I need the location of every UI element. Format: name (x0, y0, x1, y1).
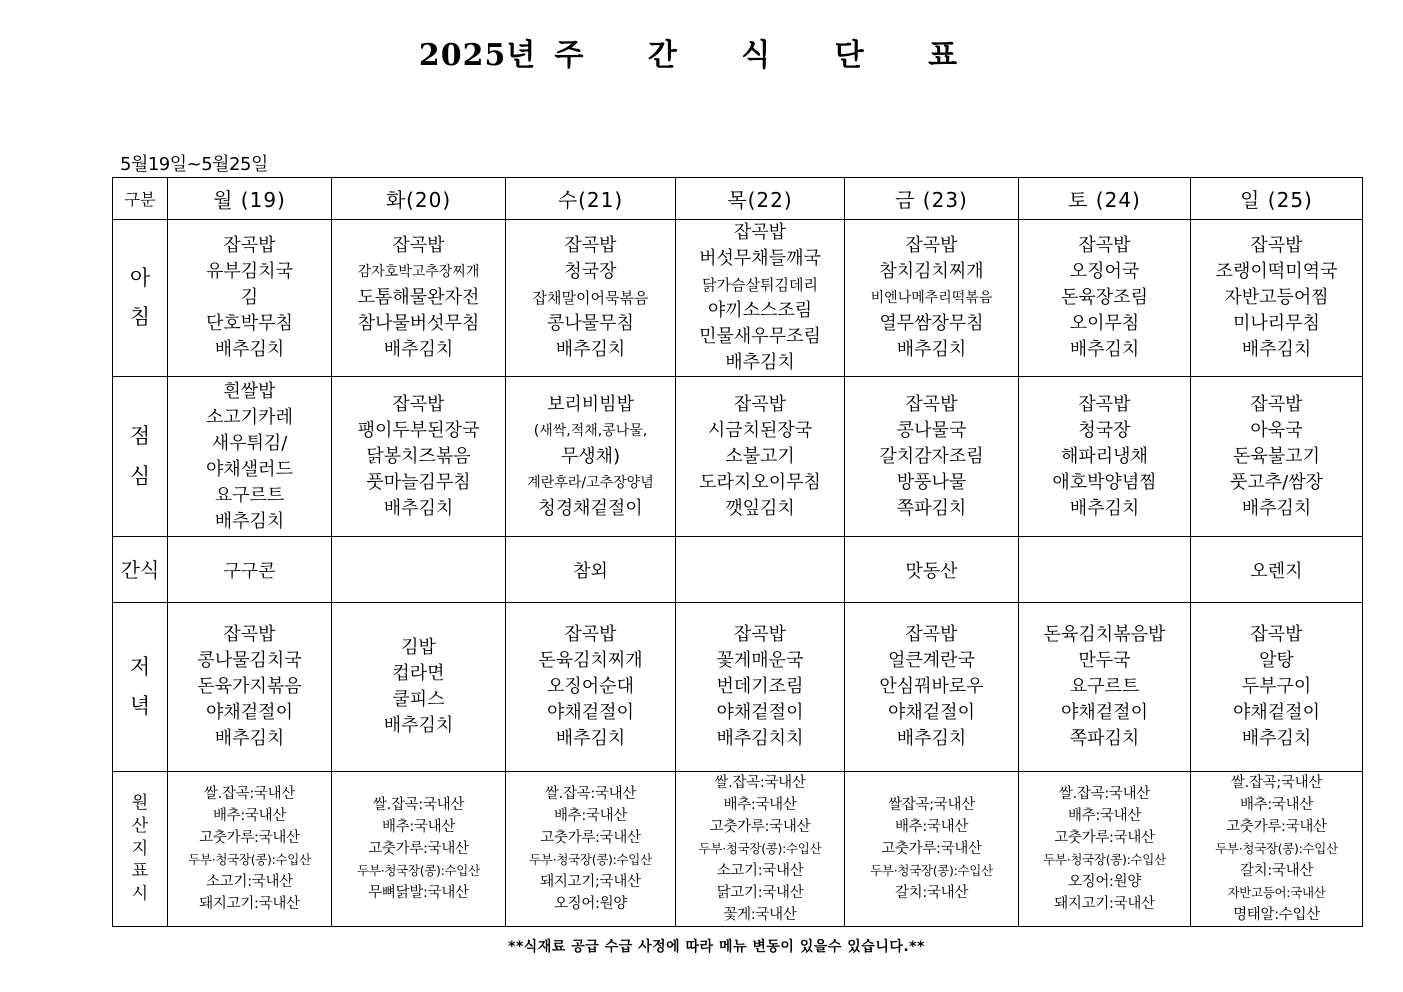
menu-item: 배추:국내산 (212, 808, 287, 824)
menu-item: 고춧가루:국내산 (368, 841, 469, 857)
lunch-cell (168, 377, 332, 537)
origin-label: 원 산 지 표 시 (113, 772, 168, 927)
footer-notice: **식재료 공급 수급 사정에 따라 메뉴 변동이 있을수 있습니다.** (508, 939, 925, 955)
menu-item: 배추김치치 (716, 728, 804, 749)
menu-item: 돈육불고기 (1233, 445, 1320, 467)
menu-item: 배추김치 (1069, 497, 1140, 519)
lunch-cell (845, 377, 1019, 537)
menu-item: 배추김치 (725, 352, 795, 373)
breakfast-cell (845, 220, 1019, 377)
menu-item: 오징어순대 (547, 676, 634, 697)
menu-item: 야채겉절이 (206, 702, 293, 723)
menu-item: 배추:국내산 (1067, 808, 1142, 824)
menu-item: 두부·청국장(콩):수입산 (1215, 841, 1338, 856)
menu-item: 감자호박고추장찌개 (357, 264, 480, 280)
menu-item: 닭가슴살튀김데리 (702, 276, 818, 294)
menu-item: 돼지고기;국내산 (540, 874, 641, 890)
menu-item: 소고기:국내산 (206, 874, 293, 890)
menu-item: 해파리냉채 (1061, 445, 1148, 467)
lunch-row (113, 377, 1363, 537)
menu-item: 돈육가지볶음 (197, 676, 302, 697)
snack-cell (676, 537, 845, 603)
menu-item: 두부·청국장(콩):수입산 (529, 852, 652, 867)
menu-item: 배추김치 (383, 497, 454, 519)
menu-item: 배추김치 (896, 728, 967, 749)
menu-item: 콩나물김치국 (197, 650, 302, 671)
menu-item: 갈치:국내산 (894, 885, 969, 901)
menu-item: 잡곡밥 (905, 235, 958, 256)
menu-item: 꽃게:국내산 (723, 907, 797, 923)
menu-item: 배추김치 (1241, 728, 1312, 749)
menu-item: 잡곡밥 (392, 393, 445, 415)
origin-cell (1191, 772, 1363, 927)
menu-item: 쿨피스 (392, 689, 445, 710)
menu-item: 야채겉절이 (888, 702, 975, 723)
menu-item: 열무쌈장무침 (879, 313, 984, 334)
menu-item: 두부·청국장(콩):수입산 (870, 863, 993, 878)
title-text: 주 간 식 단 표 (554, 38, 985, 73)
menu-item: 닭고기:국내산 (716, 885, 804, 901)
menu-item: 배추:국내산 (553, 808, 628, 824)
menu-item: 오징어:원양 (1067, 874, 1142, 890)
menu-item: 배추:국내산 (1239, 797, 1314, 813)
menu-item: 쌀.잡곡:국내산 (1058, 786, 1151, 802)
menu-item: 단호박무침 (206, 313, 293, 334)
day-header-tue: 화(20) (332, 178, 506, 220)
menu-item: 자반고등어찜 (1224, 287, 1329, 308)
lunch-cell (332, 377, 506, 537)
category-header: 구분 (113, 178, 168, 220)
menu-item: 잡곡밥 (1250, 235, 1303, 256)
menu-item: 배추:국내산 (381, 819, 456, 835)
menu-item: 두부·청국장(콩):수입산 (1043, 852, 1166, 867)
menu-item: 비엔나메추리떡볶음 (870, 290, 993, 306)
menu-item: 잡곡밥 (564, 624, 617, 645)
menu-item: 컵라면 (392, 663, 445, 684)
menu-item: 쪽파김치 (1069, 728, 1140, 749)
day-header-sun: 일 (25) (1191, 178, 1363, 220)
menu-item: 계란후라/고추장양념 (527, 474, 654, 491)
day-header-fri: 금 (23) (845, 178, 1019, 220)
dinner-cell (1191, 603, 1363, 772)
menu-item: 갈치:국내산 (1239, 863, 1314, 879)
menu-item: 배추김치 (1241, 497, 1312, 519)
menu-item: 야채겉절이 (547, 702, 634, 723)
menu-item: 도라지오이무침 (699, 471, 821, 493)
breakfast-label: 아 침 (113, 220, 168, 377)
day-header-sat: 토 (24) (1019, 178, 1191, 220)
menu-item: 만두국 (1078, 650, 1131, 671)
menu-item: 요구르트 (1069, 676, 1140, 697)
menu-item: 야채샐러드 (206, 458, 293, 480)
snack-cell (1019, 537, 1191, 603)
menu-item: 돈육김치찌개 (538, 650, 643, 671)
menu-item: 소고기카레 (206, 406, 293, 428)
menu-item: 닭봉치즈볶음 (366, 445, 471, 467)
menu-item: 배추김치 (555, 728, 626, 749)
breakfast-cell (1191, 220, 1363, 377)
origin-cell (332, 772, 506, 927)
menu-item: 쌀.잡곡:국내산 (544, 786, 637, 802)
lunch-cell (1191, 377, 1363, 537)
menu-item: 쌀잡곡;국내산 (888, 797, 975, 813)
menu-item: 콩나물국 (896, 419, 967, 441)
dinner-row (113, 603, 1363, 772)
snack-cell: 맛동산 (845, 537, 1019, 603)
menu-item: 야끼소스조림 (707, 300, 813, 321)
dinner-cell (676, 603, 845, 772)
menu-item: 배추김치 (896, 339, 967, 360)
lunch-cell (676, 377, 845, 537)
menu-item: 소고기:국내산 (716, 863, 804, 879)
menu-item: 풋고추/쌈장 (1229, 471, 1323, 493)
menu-item: 미나리무침 (1233, 313, 1320, 334)
menu-item: 청국장 (564, 261, 617, 282)
menu-item: 무생채) (560, 445, 621, 467)
menu-item: 배추김치 (214, 728, 285, 749)
menu-item: 잡채말이어묵볶음 (532, 289, 649, 307)
snack-row (113, 537, 1363, 603)
menu-item: 잡곡밥 (905, 393, 958, 415)
menu-item: 자반고등어:국내산 (1227, 885, 1326, 900)
breakfast-cell (168, 220, 332, 377)
origin-cell (845, 772, 1019, 927)
snack-cell (332, 537, 506, 603)
origin-cell (168, 772, 332, 927)
menu-item: 잡곡밥 (905, 624, 958, 645)
menu-item: 무뼈닭발:국내산 (368, 885, 469, 901)
menu-item: 쌀.잡곡;국내산 (1230, 775, 1323, 791)
menu-item: 배추김치 (555, 339, 626, 360)
menu-item: 흰쌀밥 (223, 380, 276, 402)
menu-item: 두부·청국장(콩):수입산 (357, 863, 480, 878)
lunch-label: 점 심 (113, 377, 168, 537)
dinner-cell (332, 603, 506, 772)
menu-item: 돼지고기:국내산 (199, 896, 300, 912)
menu-item: 소불고기 (725, 445, 795, 467)
origin-row (113, 772, 1363, 927)
origin-cell (676, 772, 845, 927)
menu-item: 잡곡밥 (564, 235, 617, 256)
menu-item: 애호박양념찜 (1052, 471, 1157, 493)
menu-item: 유부김치국 (206, 261, 293, 282)
menu-item: 잡곡밥 (1250, 624, 1303, 645)
menu-item: 배추김치 (1069, 339, 1140, 360)
menu-item: 배추:국내산 (894, 819, 969, 835)
day-header-thu: 목(22) (676, 178, 845, 220)
date-range: 5월19일~5월25일 (120, 154, 268, 175)
dinner-cell (506, 603, 676, 772)
menu-item: 야채겉절이 (1061, 702, 1148, 723)
menu-item: 잡곡밥 (223, 624, 276, 645)
snack-cell: 오렌지 (1191, 537, 1363, 603)
menu-item: 고춧가루:국내산 (881, 841, 982, 857)
menu-item: 버섯무채들깨국 (699, 248, 821, 269)
lunch-cell (506, 377, 676, 537)
menu-item: 새우튀김/ (211, 432, 288, 454)
menu-item: 배추김치 (214, 510, 285, 532)
weekly-menu-table (112, 177, 1363, 927)
header-row (113, 178, 1363, 220)
menu-item: 도톰해물완자전 (357, 287, 480, 308)
breakfast-row (113, 220, 1363, 377)
menu-item: 번데기조림 (716, 676, 804, 697)
menu-item: 고춧가루:국내산 (709, 819, 811, 835)
menu-item: 풋마늘김무침 (366, 471, 471, 493)
menu-item: 오이무침 (1069, 313, 1140, 334)
menu-item: 팽이두부된장국 (357, 419, 480, 441)
menu-item: 야채겉절이 (716, 702, 804, 723)
menu-item: 고춧가루:국내산 (1054, 830, 1155, 846)
menu-item: 쌀.잡곡:국내산 (372, 797, 465, 813)
menu-item: 잡곡밥 (733, 393, 787, 415)
menu-item: 얼큰계란국 (888, 650, 975, 671)
menu-item: 오징어국 (1069, 261, 1140, 282)
menu-item: 두부·청국장(콩):수입산 (188, 852, 311, 867)
menu-item: 배추김치 (1241, 339, 1312, 360)
menu-item: 쌀.잡곡:국내산 (203, 786, 296, 802)
menu-item: 고춧가루:국내산 (199, 830, 300, 846)
breakfast-cell (332, 220, 506, 377)
snack-cell: 참외 (506, 537, 676, 603)
menu-item: 잡곡밥 (733, 624, 787, 645)
menu-item: 김밥 (401, 637, 436, 658)
origin-cell (506, 772, 676, 927)
breakfast-cell (506, 220, 676, 377)
menu-item: 두부·청국장(콩):수입산 (698, 841, 822, 856)
menu-item: 잡곡밥 (1078, 235, 1131, 256)
menu-item: 조랭이떡미역국 (1215, 261, 1338, 282)
menu-item: 보리비빔밥 (547, 393, 634, 415)
menu-item: 김 (240, 287, 259, 308)
menu-item: 두부구이 (1241, 676, 1312, 697)
lunch-cell (1019, 377, 1191, 537)
menu-item: 안심꿔바로우 (879, 676, 984, 697)
menu-item: 배추:국내산 (723, 797, 797, 813)
menu-item: 참나물버섯무침 (357, 313, 480, 334)
day-header-mon: 월 (19) (168, 178, 332, 220)
menu-item: 돈육김치볶음밥 (1043, 624, 1166, 645)
menu-item: 알탕 (1259, 650, 1294, 671)
menu-item: 민물새우무조림 (699, 326, 821, 347)
title-year: 2025년 (418, 38, 537, 73)
menu-item: 쌀.잡곡:국내산 (714, 775, 806, 791)
dinner-cell (845, 603, 1019, 772)
menu-item: 잡곡밥 (1078, 393, 1131, 415)
menu-item: 시금치된장국 (707, 419, 813, 441)
menu-item: 잡곡밥 (223, 235, 276, 256)
menu-item: 쪽파김치 (896, 497, 967, 519)
menu-item: 방풍나물 (896, 471, 967, 493)
menu-item: 잡곡밥 (1250, 393, 1303, 415)
menu-item: 고춧가루:국내산 (1226, 819, 1327, 835)
menu-item: 오징어:원양 (553, 896, 628, 912)
dinner-cell (168, 603, 332, 772)
menu-item: (새싹,적채,콩나물, (533, 422, 648, 439)
menu-item: 청국장 (1078, 419, 1131, 441)
menu-item: 갈치감자조림 (879, 445, 984, 467)
snack-label: 간식 (113, 537, 168, 603)
menu-item: 아욱국 (1250, 419, 1303, 441)
breakfast-cell (1019, 220, 1191, 377)
menu-item: 요구르트 (214, 484, 285, 506)
menu-item: 잡곡밥 (392, 235, 445, 256)
day-header-wed: 수(21) (506, 178, 676, 220)
menu-item: 명태알:수입산 (1233, 907, 1320, 923)
menu-item: 야채겉절이 (1233, 702, 1320, 723)
dinner-cell (1019, 603, 1191, 772)
menu-item: 배추김치 (383, 715, 454, 736)
menu-item: 꽃게매운국 (716, 650, 804, 671)
page-title (0, 30, 1403, 74)
menu-item: 깻잎김치 (725, 497, 795, 519)
menu-item: 배추김치 (383, 339, 454, 360)
origin-cell (1019, 772, 1191, 927)
menu-item: 고춧가루:국내산 (540, 830, 641, 846)
menu-item: 잡곡밥 (733, 222, 787, 243)
breakfast-cell (676, 220, 845, 377)
dinner-label: 저 녁 (113, 603, 168, 772)
menu-item: 청경채겉절이 (538, 497, 643, 519)
menu-item: 참치김치찌개 (879, 261, 984, 282)
menu-item: 돈육장조림 (1061, 287, 1148, 308)
menu-item: 배추김치 (214, 339, 285, 360)
menu-item: 콩나물무침 (547, 313, 634, 334)
menu-item: 돼지고기:국내산 (1054, 896, 1155, 912)
snack-cell: 구구콘 (168, 537, 332, 603)
